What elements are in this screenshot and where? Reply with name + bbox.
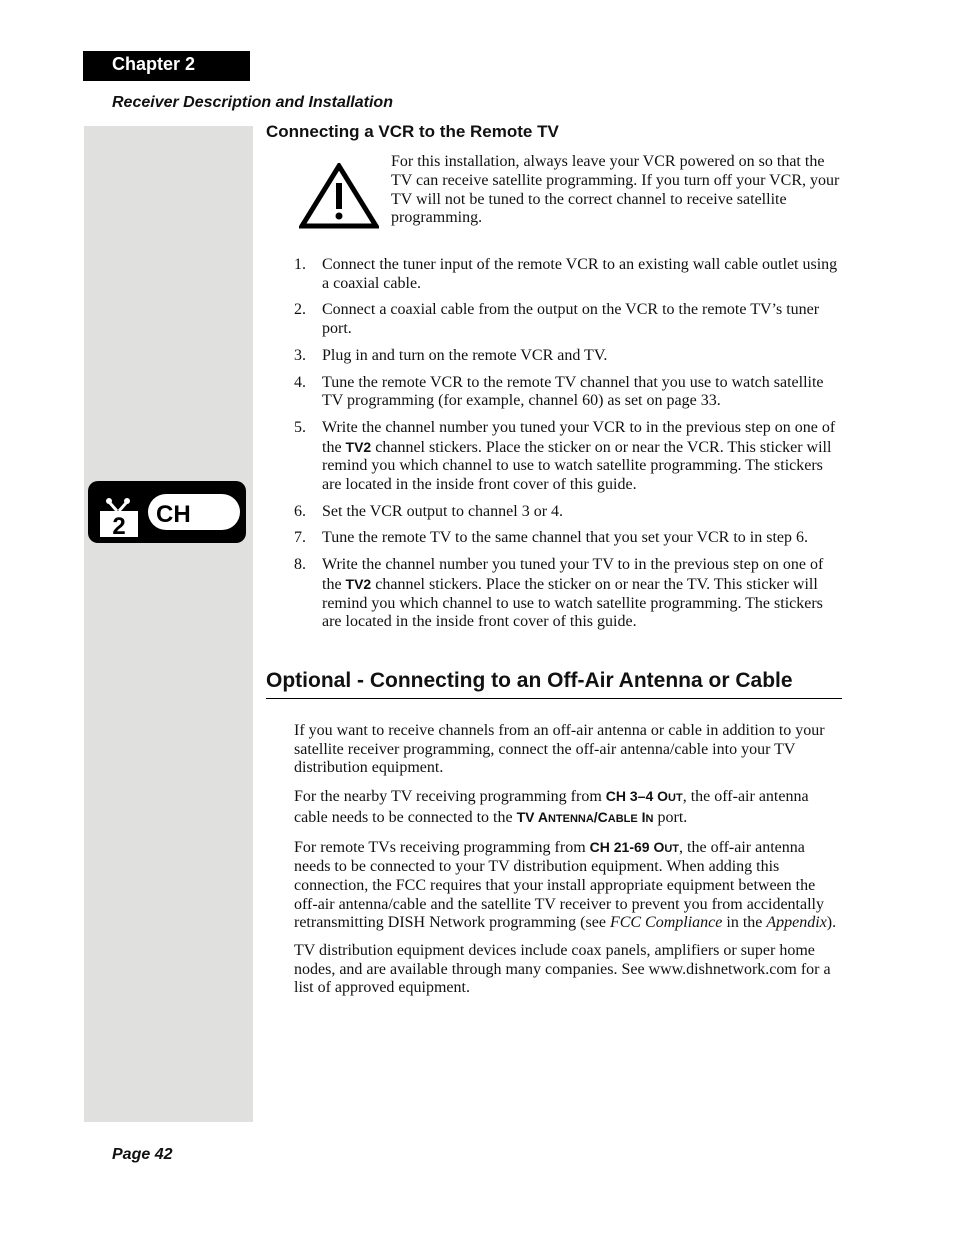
step-number: 6.: [294, 502, 306, 520]
step-number: 3.: [294, 346, 306, 364]
step-number: 7.: [294, 529, 306, 547]
keyword: CH 3–4 OUT: [605, 788, 683, 805]
keyword: TV2: [345, 438, 372, 455]
keyword: TV2: [345, 575, 372, 592]
step-number: 2.: [294, 301, 306, 319]
sticker-number: 2: [112, 513, 126, 540]
step-item: 8. Write the channel number you tuned your TV to in the previous step on one of the TV2 channel stickers. Place the sticker on or near the TV. This sticker will remind you which channel to use to watch satellite programming. The stickers are located in the inside front cover of this guide.: [294, 556, 824, 631]
paragraph: TV distribution equipment devices include coax panels, amplifiers or super home nodes, and are available through many companies. See www.dishnetwork.com for a list of approved equipment.: [294, 942, 831, 997]
step-number: 4.: [294, 373, 306, 391]
keyword: TV ANTENNA/CABLE IN: [516, 808, 654, 825]
antenna-section-title: Optional - Connecting to an Off-Air Antenna or Cable: [266, 669, 842, 699]
step-item: 3. Plug in and turn on the remote VCR and TV.: [294, 346, 608, 364]
warning-text: For this installation, always leave your VCR powered on so that the TV can receive satellite programming. If you turn off your VCR, your TV will not be tuned to the correct channel to receive satellite programming.: [391, 153, 840, 227]
paragraph: For the nearby TV receiving programming from CH 3–4 OUT, the off-air antenna cable needs to be connected to the TV ANTENNA/CABLE IN port.: [294, 788, 809, 826]
step-item: 7. Tune the remote TV to the same channel that you set your VCR to in step 6.: [294, 529, 809, 547]
chapter-label: Chapter 2: [112, 54, 196, 74]
step-item: 6. Set the VCR output to channel 3 or 4.: [294, 502, 564, 520]
step-number: 5.: [294, 418, 306, 436]
warning-icon: [299, 163, 379, 229]
paragraph: For remote TVs receiving programming from CH 21-69 OUT, the off-air antenna needs to be connected to your TV distribution equipment. When adding this connection, the FCC requires that your install appropriate equipment between the off-air antenna/cable and the satellite TV receiver to prevent you from accidentally retransmitting DISH Network programming (see FCC Compliance in the Appendix).: [294, 838, 837, 932]
paragraph: If you want to receive channels from an off-air antenna or cable in addition to your satellite receiver programming, connect the off-air antenna/cable into your TV distribution equipment.: [294, 722, 825, 777]
section-subtitle: Receiver Description and Installation: [112, 94, 393, 111]
tv2-channel-sticker-icon: [86, 477, 248, 547]
step-number: 8.: [294, 556, 306, 574]
step-item: 5. Write the channel number you tuned your VCR to in the previous step on one of the TV2 channel stickers. Place the sticker on or near the VCR. This sticker will remind you which channel to use to watch satellite programming. The stickers are located in the inside front cover of this guide.: [294, 418, 836, 494]
step-number: 1.: [294, 256, 306, 273]
chapter-tab: [83, 51, 250, 81]
step-item: 4. Tune the remote VCR to the remote TV channel that you use to watch satellite TV programming (for example, channel 60) as set on page 33.: [294, 373, 824, 410]
sticker-label: CH: [156, 501, 191, 528]
antenna-section-body: [294, 722, 842, 1007]
sidebar-margin: [84, 126, 253, 1122]
vcr-steps-list: [294, 256, 844, 640]
vcr-section-title: Connecting a VCR to the Remote TV: [266, 122, 559, 141]
page-number: Page 42: [112, 1146, 173, 1163]
step-item: 1. Connect the tuner input of the remote VCR to an existing wall cable outlet using a coaxial cable.: [294, 256, 838, 292]
step-item: 2. Connect a coaxial cable from the output on the VCR to the remote TV’s tuner port.: [294, 301, 820, 338]
keyword: CH 21-69 OUT: [589, 838, 680, 855]
